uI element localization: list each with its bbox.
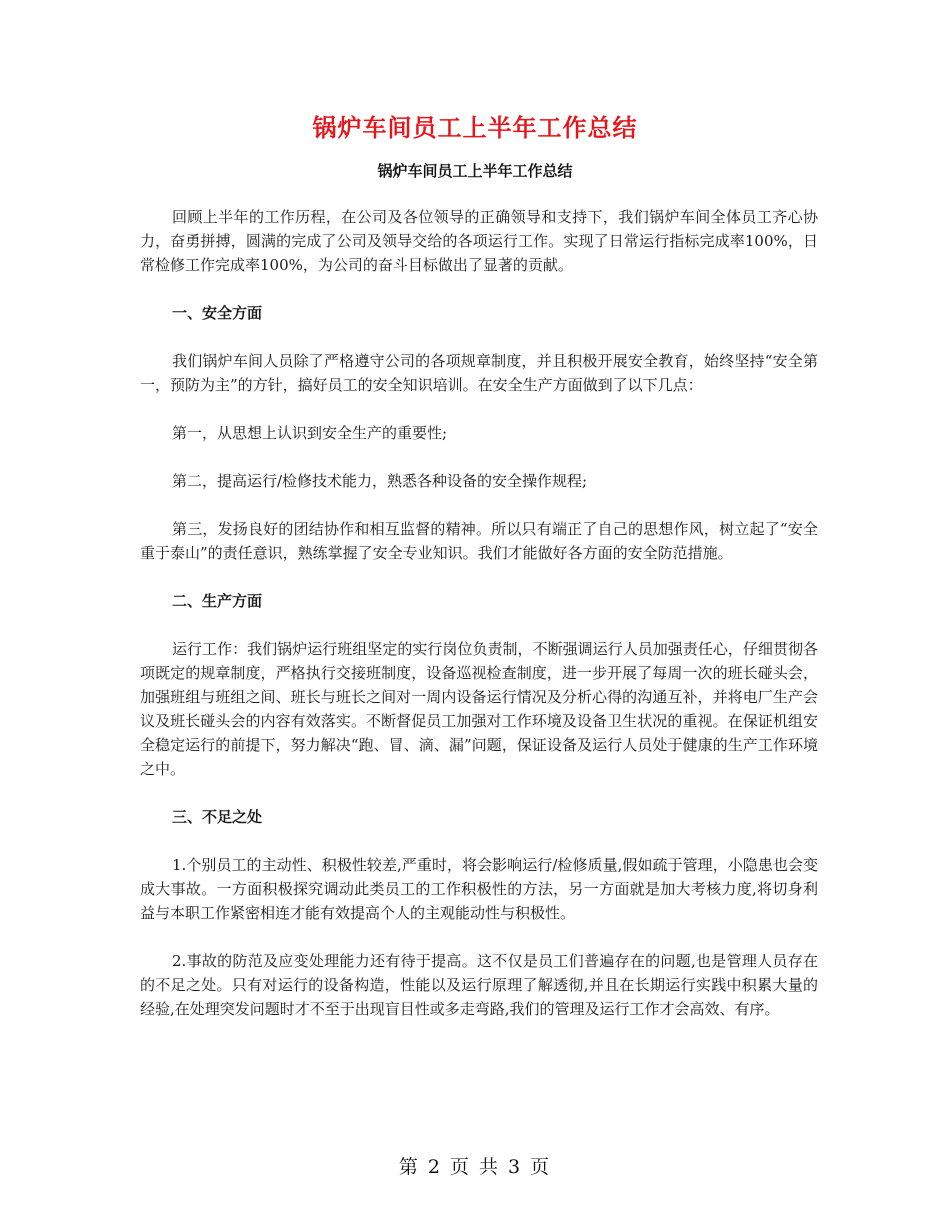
document-subtitle: 锅炉车间员工上半年工作总结 xyxy=(377,162,573,180)
section-heading-production: 二、生产方面 xyxy=(172,592,263,610)
shortcoming-item-1: 1.个别员工的主动性、积极性较差,严重时，将会影响运行/检修质量,假如疏于管理，小隐患也会变成大事故。一方面积极探究调动此类员工的工作积极性的方法，另一方面就是加大考核力度,将切身利益与本职工作紧密相连才能有效提高个人的主观能动性与积极性。 xyxy=(140,856,818,922)
intro-paragraph: 回顾上半年的工作历程，在公司及各位领导的正确领导和支持下，我们锅炉车间全体员工齐心协力，奋勇拼搏，圆满的完成了公司及领导交给的各项运行工作。实现了日常运行指标完成率100%，日常检修工作完成率100%，为公司的奋斗目标做出了显著的贡献。 xyxy=(140,208,818,274)
section-heading-shortcomings: 三、不足之处 xyxy=(172,808,263,826)
shortcoming-item-2: 2.事故的防范及应变处理能力还有待于提高。这不仅是员工们普遍存在的问题,也是管理人员存在的不足之处。只有对运行的设备构造，性能以及运行原理了解透彻,并且在长期运行实践中积累大量的经验,在处理突发问题时才不至于出现盲目性或多走弯路,我们的管理及运行工作才会高效、有序。 xyxy=(140,952,818,1018)
document-body xyxy=(140,205,818,1045)
section-heading-safety: 一、安全方面 xyxy=(172,304,263,322)
production-paragraph: 运行工作：我们锅炉运行班组坚定的实行岗位负责制，不断强调运行人员加强责任心，仔细贯彻各项既定的规章制度，严格执行交接班制度，设备巡视检查制度，进一步开展了每周一次的班长碰头会，加强班组与班组之间、班长与班长之间对一周内设备运行情况及分析心得的沟通互补，并将电厂生产会议及班长碰头会的内容有效落实。不断督促员工加强对工作环境及设备卫生状况的重视。在保证机组安全稳定运行的前提下，努力解决“跑、冒、滴、漏”问题，保证设备及运行人员处于健康的生产工作环境之中。 xyxy=(140,640,818,778)
safety-paragraph: 我们锅炉车间人员除了严格遵守公司的各项规章制度，并且积极开展安全教育，始终坚持“安全第一，预防为主”的方针，搞好员工的安全知识培训。在安全生产方面做到了以下几点： xyxy=(140,352,818,394)
page-number-footer: 第 2 页 共 3 页 xyxy=(398,1156,552,1178)
safety-point-2: 第二，提高运行/检修技术能力，熟悉各种设备的安全操作规程; xyxy=(172,472,588,490)
safety-point-3: 第三，发扬良好的团结协作和相互监督的精神。所以只有端正了自己的思想作风，树立起了“安全重于泰山”的责任意识，熟练掌握了安全专业知识。我们才能做好各方面的安全防范措施。 xyxy=(140,520,818,562)
safety-point-1: 第一，从思想上认识到安全生产的重要性; xyxy=(172,424,448,442)
document-title: 锅炉车间员工上半年工作总结 xyxy=(312,114,638,142)
